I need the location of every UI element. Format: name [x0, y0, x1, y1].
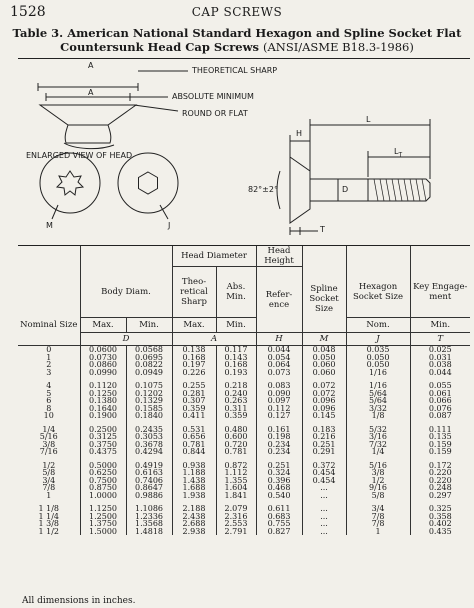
cell-dmax: 0.8750	[80, 484, 126, 492]
cell-ats: 0.656	[172, 433, 216, 441]
cell-j: 3/4	[346, 505, 410, 513]
cell-t: 0.220	[410, 469, 470, 477]
cell-amin: 0.720	[216, 441, 256, 449]
cell-t: 0.044	[410, 369, 470, 377]
cell-h: 0.683	[256, 513, 302, 521]
cell-amin: 2.553	[216, 520, 256, 528]
table-row	[18, 390, 470, 398]
cell-m: 0.454	[302, 469, 346, 477]
label-absolute-minimum: ABSOLUTE MINIMUM	[172, 92, 254, 101]
label-round-or-flat: ROUND OR FLAT	[182, 109, 248, 118]
cell-m: ...	[302, 520, 346, 528]
cell-t: 0.172	[410, 462, 470, 470]
hdr-nominal-size: Nominal Size	[20, 320, 78, 330]
table-row	[18, 354, 470, 362]
cell-j: 1/16	[346, 382, 410, 390]
cell-dmax: 0.1250	[80, 390, 126, 398]
cell-size: 0	[46, 345, 52, 354]
cell-j: 5/64	[346, 397, 410, 405]
table-row	[18, 382, 470, 390]
cell-t: 0.358	[410, 513, 470, 521]
cell-ats: 0.138	[172, 346, 216, 354]
label-A-top: A	[88, 61, 94, 70]
cell-amin: 1.355	[216, 477, 256, 485]
label-enlarged-view: ENLARGED VIEW OF HEAD	[26, 151, 133, 160]
cell-m: 0.060	[302, 361, 346, 369]
cell-h: 0.127	[256, 412, 302, 420]
table-row	[18, 469, 470, 477]
hdr-key-min: Min.	[410, 318, 470, 333]
cell-j: 0.050	[346, 354, 410, 362]
cell-dmax: 0.4375	[80, 448, 126, 456]
cell-j: 1/8	[346, 412, 410, 420]
cell-j: 3/8	[346, 469, 410, 477]
cell-dmin: 0.0695	[126, 354, 172, 362]
cell-m: 0.050	[302, 354, 346, 362]
cell-dmax: 0.1640	[80, 405, 126, 413]
table-row	[18, 484, 470, 492]
cell-h: 0.198	[256, 433, 302, 441]
cell-dmax: 0.6250	[80, 469, 126, 477]
table-title-standard: (ANSI/ASME B18.3-1986)	[262, 40, 414, 54]
table-row	[18, 426, 470, 434]
cell-h: 0.324	[256, 469, 302, 477]
cell-dmin: 0.3053	[126, 433, 172, 441]
cell-h: 0.161	[256, 426, 302, 434]
cell-m: 0.216	[302, 433, 346, 441]
cell-t: 0.066	[410, 397, 470, 405]
cell-size: 1 1/2	[38, 527, 59, 535]
cell-ats: 0.844	[172, 448, 216, 456]
cell-amin: 2.316	[216, 513, 256, 521]
cell-dmin: 0.0568	[126, 346, 172, 354]
cell-amin: 0.193	[216, 369, 256, 377]
cell-amin: 0.143	[216, 354, 256, 362]
cell-h: 0.054	[256, 354, 302, 362]
table-body	[18, 346, 470, 536]
cell-h: 0.251	[256, 462, 302, 470]
label-H: H	[296, 129, 303, 138]
cell-m: 0.096	[302, 397, 346, 405]
page-header	[0, 4, 474, 22]
cell-h: 0.611	[256, 505, 302, 513]
cell-m: ...	[302, 505, 346, 513]
table-title	[0, 26, 474, 54]
label-A-bottom: A	[88, 88, 94, 97]
table-title-line2	[0, 40, 474, 54]
table-row	[18, 369, 470, 377]
hdr-hex-nom: Nom.	[346, 318, 410, 333]
cell-ats: 0.226	[172, 369, 216, 377]
label-T: T	[320, 225, 325, 234]
page-number: 1528	[10, 4, 46, 20]
cell-j: 5/64	[346, 390, 410, 398]
table-row	[18, 412, 470, 420]
cell-dmax: 1.0000	[80, 492, 126, 500]
cell-amin: 2.791	[216, 528, 256, 536]
label-angle: 82°±2°	[248, 185, 278, 194]
cell-size: 10	[43, 412, 54, 420]
cell-m: 0.183	[302, 426, 346, 434]
cell-t: 0.055	[410, 382, 470, 390]
cell-j: 5/8	[346, 492, 410, 500]
table-title-bold: Countersunk Head Cap Screws	[60, 40, 259, 54]
label-D: D	[342, 185, 349, 194]
cell-j: 1	[346, 528, 410, 536]
label-J: J	[168, 221, 171, 230]
cell-amin: 1.604	[216, 484, 256, 492]
table-row	[18, 477, 470, 485]
table-row	[18, 397, 470, 405]
running-head: CAP SCREWS	[191, 5, 283, 19]
cell-h: 0.755	[256, 520, 302, 528]
sym-H: H	[256, 333, 302, 346]
cell-dmin: 1.4818	[126, 528, 172, 536]
cell-dmax: 0.0990	[80, 369, 126, 377]
hdr-key-engagement: Key Engage-ment	[410, 267, 470, 318]
cell-size: 4	[46, 382, 52, 390]
cell-dmax: 1.1250	[80, 505, 126, 513]
cell-m: ...	[302, 513, 346, 521]
cell-j: 9/16	[346, 484, 410, 492]
cell-dmin: 0.6163	[126, 469, 172, 477]
cell-ats: 1.188	[172, 469, 216, 477]
cell-t: 0.159	[410, 448, 470, 456]
cell-dmin: 0.0949	[126, 369, 172, 377]
cell-ats: 0.411	[172, 412, 216, 420]
cell-dmax: 0.0600	[80, 346, 126, 354]
cell-ats: 0.307	[172, 397, 216, 405]
cell-j: 7/32	[346, 441, 410, 449]
cell-ats: 1.938	[172, 492, 216, 500]
cell-dmax: 1.5000	[80, 528, 126, 536]
cell-t: 0.159	[410, 441, 470, 449]
label-LT: $L_T$	[394, 147, 403, 159]
sym-T: T	[410, 333, 470, 346]
cell-h: 0.097	[256, 397, 302, 405]
cell-dmax: 0.7500	[80, 477, 126, 485]
cell-size: 6	[46, 397, 52, 405]
cell-m: 0.251	[302, 441, 346, 449]
cell-t: 0.220	[410, 477, 470, 485]
cell-dmin: 0.3678	[126, 441, 172, 449]
cell-dmin: 0.2435	[126, 426, 172, 434]
cell-amin: 0.218	[216, 382, 256, 390]
cell-dmin: 0.9886	[126, 492, 172, 500]
hdr-head-diameter: Head Diameter	[172, 246, 256, 267]
cell-ats: 0.255	[172, 382, 216, 390]
table-row	[18, 346, 470, 354]
cell-size: 5	[46, 389, 52, 397]
hdr-theoretical-sharp: Theo-retical Sharp	[172, 267, 216, 318]
screw-diagram	[18, 58, 470, 246]
table-row	[18, 441, 470, 449]
table-row	[18, 528, 470, 536]
cell-size: 1	[46, 491, 52, 499]
cell-ats: 0.197	[172, 361, 216, 369]
cell-size: 3/4	[42, 476, 56, 484]
cell-t: 0.248	[410, 484, 470, 492]
cell-amin: 0.263	[216, 397, 256, 405]
cell-amin: 1.841	[216, 492, 256, 500]
cell-h: 0.827	[256, 528, 302, 536]
cell-h: 0.064	[256, 361, 302, 369]
cell-dmax: 0.1380	[80, 397, 126, 405]
footnote: All dimensions in inches.	[22, 596, 136, 606]
cell-ats: 0.281	[172, 390, 216, 398]
hdr-body-diam: Body Diam.	[80, 267, 172, 318]
cell-m: 0.072	[302, 382, 346, 390]
cell-t: 0.297	[410, 492, 470, 500]
cell-amin: 0.600	[216, 433, 256, 441]
cell-m: 0.291	[302, 448, 346, 456]
table-row	[18, 361, 470, 369]
hdr-spline-socket-size: Spline Socket Size	[302, 267, 346, 333]
cell-j: 1/16	[346, 369, 410, 377]
cell-j: 3/16	[346, 433, 410, 441]
cell-t: 0.111	[410, 426, 470, 434]
table-title-line1: Table 3. American National Standard Hexagon and Spline Socket Flat	[12, 26, 462, 40]
cell-t: 0.038	[410, 361, 470, 369]
table-row	[18, 433, 470, 441]
cell-ats: 2.188	[172, 505, 216, 513]
cell-ats: 2.438	[172, 513, 216, 521]
cell-m: 0.072	[302, 390, 346, 398]
sym-D: D	[80, 333, 172, 346]
cell-amin: 0.117	[216, 346, 256, 354]
dimensions-table-container	[18, 246, 470, 594]
cell-size: 3/8	[42, 440, 56, 448]
cell-dmin: 0.1585	[126, 405, 172, 413]
label-theoretical-sharp: THEORETICAL SHARP	[192, 66, 278, 75]
sym-J: J	[346, 333, 410, 346]
cell-dmin: 0.1329	[126, 397, 172, 405]
sym-M: M	[302, 333, 346, 346]
cell-dmax: 0.1120	[80, 382, 126, 390]
cell-amin: 0.359	[216, 412, 256, 420]
cell-size: 1/4	[42, 425, 56, 433]
hdr-head-min: Min.	[216, 318, 256, 333]
cell-dmin: 0.1075	[126, 382, 172, 390]
cell-t: 0.076	[410, 405, 470, 413]
cell-size: 1 3/8	[38, 520, 59, 528]
cell-ats: 0.781	[172, 441, 216, 449]
hdr-head-height: Head Height	[256, 246, 302, 267]
cell-dmin: 0.0822	[126, 361, 172, 369]
cell-h: 0.090	[256, 390, 302, 398]
table-row	[18, 405, 470, 413]
cell-size: 5/16	[39, 433, 58, 441]
cell-t: 0.025	[410, 346, 470, 354]
cell-amin: 2.079	[216, 505, 256, 513]
table-row	[18, 505, 470, 513]
cell-dmin: 1.2336	[126, 513, 172, 521]
cell-t: 0.087	[410, 412, 470, 420]
cell-dmin: 0.1202	[126, 390, 172, 398]
cell-j: 1/2	[346, 477, 410, 485]
cell-j: 1/4	[346, 448, 410, 456]
cell-amin: 0.781	[216, 448, 256, 456]
cell-t: 0.325	[410, 505, 470, 513]
hdr-abs-min: Abs. Min.	[216, 267, 256, 318]
cell-dmin: 1.3568	[126, 520, 172, 528]
cell-j: 7/8	[346, 513, 410, 521]
cell-ats: 1.688	[172, 484, 216, 492]
cell-ats: 0.168	[172, 354, 216, 362]
cell-size: 5/8	[42, 469, 56, 477]
cell-m: 0.048	[302, 346, 346, 354]
table-row	[18, 448, 470, 456]
cell-dmax: 0.1900	[80, 412, 126, 420]
cell-ats: 0.531	[172, 426, 216, 434]
cell-size: 7/16	[39, 448, 58, 456]
cell-dmax: 0.3125	[80, 433, 126, 441]
hdr-head-max: Max.	[172, 318, 216, 333]
cell-ats: 1.438	[172, 477, 216, 485]
cell-j: 0.035	[346, 346, 410, 354]
cell-j: 5/16	[346, 462, 410, 470]
cell-dmax: 0.3750	[80, 441, 126, 449]
cell-m: 0.454	[302, 477, 346, 485]
cell-size: 2	[46, 361, 52, 369]
cell-h: 0.073	[256, 369, 302, 377]
table-row	[18, 520, 470, 528]
cell-m: 0.096	[302, 405, 346, 413]
hdr-body-min: Min.	[126, 318, 172, 333]
cell-h: 0.396	[256, 477, 302, 485]
cell-t: 0.031	[410, 354, 470, 362]
cell-dmax: 1.3750	[80, 520, 126, 528]
cell-size: 1/2	[42, 461, 56, 469]
cell-amin: 0.872	[216, 462, 256, 470]
sym-A: A	[172, 333, 256, 346]
cell-j: 3/32	[346, 405, 410, 413]
hdr-reference: Refer-ence	[256, 267, 302, 333]
cell-dmax: 0.2500	[80, 426, 126, 434]
cell-dmax: 0.0860	[80, 361, 126, 369]
dimensions-table	[18, 246, 470, 535]
cell-amin: 0.311	[216, 405, 256, 413]
cell-ats: 0.359	[172, 405, 216, 413]
cell-size: 8	[46, 404, 52, 412]
cell-dmin: 0.4294	[126, 448, 172, 456]
cell-dmin: 0.7406	[126, 477, 172, 485]
cell-size: 7/8	[42, 484, 56, 492]
cell-h: 0.112	[256, 405, 302, 413]
cell-h: 0.234	[256, 441, 302, 449]
cell-m: ...	[302, 492, 346, 500]
label-M: M	[46, 221, 53, 230]
cell-size: 1	[46, 353, 52, 361]
cell-h: 0.044	[256, 346, 302, 354]
cell-t: 0.435	[410, 528, 470, 536]
cell-amin: 0.168	[216, 361, 256, 369]
cell-amin: 0.480	[216, 426, 256, 434]
cell-ats: 2.938	[172, 528, 216, 536]
hdr-body-max: Max.	[80, 318, 126, 333]
table-row	[18, 462, 470, 470]
cell-dmax: 0.5000	[80, 462, 126, 470]
cell-dmin: 0.1840	[126, 412, 172, 420]
cell-m: ...	[302, 484, 346, 492]
cell-h: 0.083	[256, 382, 302, 390]
cell-amin: 1.112	[216, 469, 256, 477]
cell-dmax: 0.0730	[80, 354, 126, 362]
cell-dmin: 0.8647	[126, 484, 172, 492]
hdr-hexagon-socket-size: Hexagon Socket Size	[346, 267, 410, 318]
cell-t: 0.061	[410, 390, 470, 398]
cell-m: 0.372	[302, 462, 346, 470]
cell-t: 0.135	[410, 433, 470, 441]
table-row	[18, 513, 470, 521]
cell-dmin: 1.1086	[126, 505, 172, 513]
cell-h: 0.540	[256, 492, 302, 500]
cell-h: 0.234	[256, 448, 302, 456]
cell-j: 5/32	[346, 426, 410, 434]
cell-j: 0.050	[346, 361, 410, 369]
cell-dmax: 1.2500	[80, 513, 126, 521]
cell-ats: 2.688	[172, 520, 216, 528]
cell-m: ...	[302, 528, 346, 536]
cell-amin: 0.240	[216, 390, 256, 398]
cell-j: 7/8	[346, 520, 410, 528]
cell-dmin: 0.4919	[126, 462, 172, 470]
table-row	[18, 492, 470, 500]
cell-h: 0.468	[256, 484, 302, 492]
cell-size: 1 1/8	[38, 505, 59, 513]
cell-size: 1 1/4	[38, 512, 59, 520]
label-L: L	[366, 115, 371, 124]
cell-m: 0.145	[302, 412, 346, 420]
cell-t: 0.402	[410, 520, 470, 528]
cell-m: 0.060	[302, 369, 346, 377]
cell-ats: 0.938	[172, 462, 216, 470]
cell-size: 3	[46, 368, 52, 376]
